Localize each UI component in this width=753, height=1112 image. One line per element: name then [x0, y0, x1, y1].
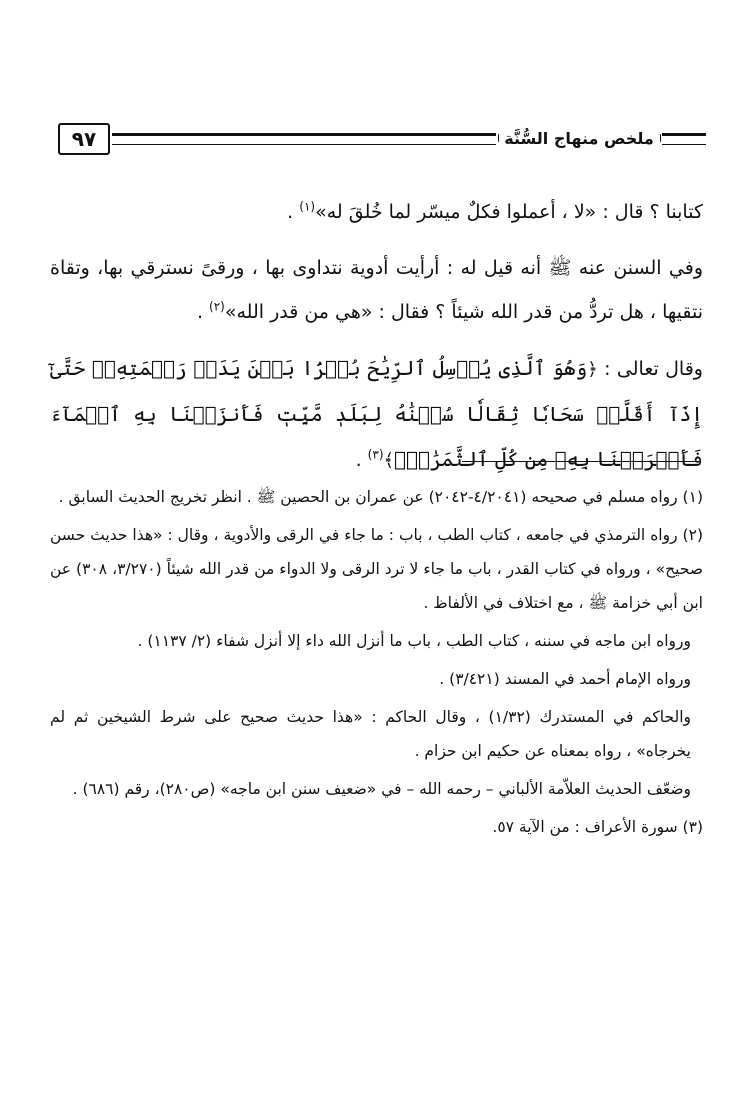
running-title-text: ملخص منهاج السُّنَّة	[504, 128, 654, 148]
footnote-2-albani: وضعّف الحديث العلاّمة الألباني – رحمه الله – في «ضعيف سنن ابن ماجه» (ص٢٨٠)، رقم (٦٨٦) .	[72, 780, 691, 798]
punctuation: .	[287, 201, 300, 223]
quran-verse: وَهُوَ ٱلَّذِى يُرۡسِلُ ٱلرِّيَٰحَ بُشۡرَۢا بَيۡنَ يَدَىۡ رَحۡمَتِهِۦۖ حَتَّىٰٓ إِذَآ أَقَلَّتۡ سَحَابٗا ثِقَالٗا سُقۡنَٰهُ لِبَلَدٖ مَّيِّتٖ فَأَنزَلۡنَا بِهِ ٱلۡمَآءَ فَأَخۡرَجۡنَا بِهِۦ مِن كُلِّ ٱلثَّمَرَٰتِۚ	[50, 356, 703, 471]
header-rule	[112, 133, 496, 145]
paragraph-text: وقال تعالى :	[597, 358, 703, 380]
footnote-2-ibn-majah: ورواه ابن ماجه في سننه ، كتاب الطب ، باب ما أنزل الله داء إلا أنزل شفاء (٢/ ١١٣٧) .	[137, 632, 691, 650]
main-text	[50, 190, 703, 495]
footnotes	[50, 480, 703, 848]
footnote-ref: (٣)	[367, 447, 384, 462]
punctuation: .	[196, 301, 210, 323]
header-rule-right	[662, 133, 706, 145]
footnote-1: (١) رواه مسلم في صحيحه (٤/٢٠٤١-٢٠٤٢) عن عمران بن الحصين ﷺ . انظر تخريج الحديث السابق .	[58, 488, 703, 506]
punctuation: .	[355, 449, 368, 471]
footnote-ref: (١)	[299, 199, 316, 214]
footnote-2: (٢) رواه الترمذي في جامعه ، كتاب الطب ، باب : ما جاء في الرقى والأدوية ، وقال : «هذا حديث حسن صحيح» ، ورواه في كتاب القدر ، باب ما جاء لا ترد الرقى ولا الدواء من قدر الله شيئاً (٣/٢٧٠، ٣٠٨) عن ابن أبي خزامة ﷺ ، مع اختلاف في الألفاظ .	[50, 526, 703, 612]
paragraph-3	[50, 346, 703, 483]
footnote-ref: (٢)	[209, 299, 225, 314]
quran-bracket-open: ﴿	[587, 359, 598, 380]
page-header	[58, 121, 706, 157]
footnote-2-hakim: والحاكم في المستدرك (١/٣٢) ، وقال الحاكم : «هذا حديث صحيح على شرط الشيخين ثم لم يخرجاه» ، رواه بمعناه عن حكيم ابن حزام .	[50, 708, 691, 760]
page-number: ٩٧	[58, 123, 110, 155]
footnote-2-ahmad: ورواه الإمام أحمد في المسند (٣/٤٢١) .	[439, 670, 691, 688]
paragraph-2	[50, 246, 703, 334]
paragraph-text: وفي السنن عنه ﷺ أنه قيل له : أرأيت أدوية نتداوى بها ، ورقىً نسترقي بها، وتقاة نتقيها ، هل تردُّ من قدر الله شيئاً ؟ فقال : «هي من قدر الله»	[50, 257, 703, 323]
paragraph-1	[50, 190, 703, 234]
running-title	[498, 124, 660, 152]
paragraph-text: كتابنا ؟ قال : «لا ، أعملوا فكلٌ ميسّر لما خُلقَ له»	[315, 201, 703, 223]
footnote-3: (٣) سورة الأعراف : من الآية ٥٧.	[492, 818, 703, 836]
footnote-separator	[462, 461, 700, 462]
quran-bracket-close: ﴾	[383, 450, 395, 471]
